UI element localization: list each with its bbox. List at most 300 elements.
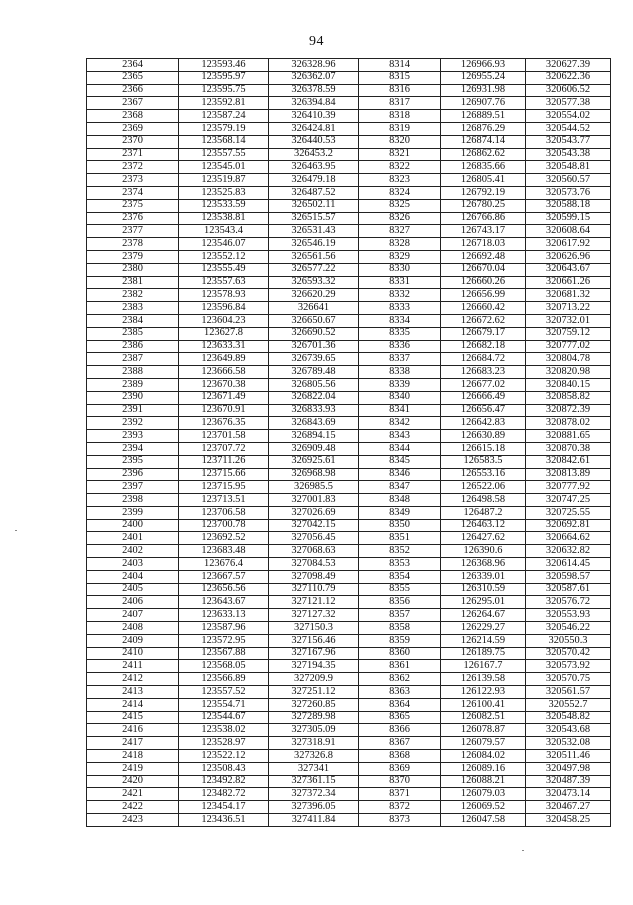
table-cell: 123454.17 [179, 801, 269, 814]
table-row [87, 660, 611, 673]
table-cell: 320643.67 [526, 263, 611, 276]
table-cell: 320543.77 [526, 135, 611, 148]
table-row [87, 110, 611, 123]
table-cell: 123482.72 [179, 788, 269, 801]
table-cell: 8365 [359, 711, 441, 724]
table-cell: 126966.93 [441, 59, 526, 72]
table-cell: 8338 [359, 366, 441, 379]
table-row [87, 250, 611, 263]
table-cell: 320626.96 [526, 250, 611, 263]
table-cell: 126082.51 [441, 711, 526, 724]
table-cell: 2375 [87, 199, 179, 212]
table-cell: 327121.12 [269, 596, 359, 609]
table-cell: 123649.89 [179, 353, 269, 366]
table-cell: 320840.15 [526, 378, 611, 391]
table-cell: 327341 [269, 762, 359, 775]
table-cell: 126427.62 [441, 532, 526, 545]
table-row [87, 417, 611, 430]
table-cell: 126683.23 [441, 366, 526, 379]
table-cell: 327326.8 [269, 750, 359, 763]
table-cell: 2367 [87, 97, 179, 110]
table-cell: 126805.41 [441, 174, 526, 187]
table-cell: 2414 [87, 698, 179, 711]
table-cell: 123557.52 [179, 686, 269, 699]
table-cell: 327127.32 [269, 609, 359, 622]
table-cell: 326410.39 [269, 110, 359, 123]
table-cell: 123552.12 [179, 250, 269, 263]
table-cell: 8364 [359, 698, 441, 711]
table-cell: 2382 [87, 289, 179, 302]
table-cell: 126522.06 [441, 481, 526, 494]
table-cell: 8360 [359, 647, 441, 660]
table-cell: 320661.26 [526, 276, 611, 289]
table-cell: 8343 [359, 430, 441, 443]
table-row [87, 724, 611, 737]
table-cell: 2393 [87, 430, 179, 443]
table-cell: 126615.18 [441, 442, 526, 455]
table-cell: 2395 [87, 455, 179, 468]
table-cell: 326641 [269, 302, 359, 315]
table-row [87, 174, 611, 187]
table-cell: 123522.12 [179, 750, 269, 763]
table-cell: 126390.6 [441, 545, 526, 558]
table-cell: 8354 [359, 570, 441, 583]
table-cell: 320458.25 [526, 814, 611, 827]
table-cell: 123554.71 [179, 698, 269, 711]
table-cell: 126310.59 [441, 583, 526, 596]
table-cell: 8325 [359, 199, 441, 212]
table-cell: 123715.95 [179, 481, 269, 494]
table-cell: 320587.61 [526, 583, 611, 596]
table-cell: 123568.05 [179, 660, 269, 673]
table-cell: 320692.81 [526, 519, 611, 532]
table-cell: 2411 [87, 660, 179, 673]
table-cell: 126368.96 [441, 558, 526, 571]
table-cell: 2370 [87, 135, 179, 148]
table-cell: 126780.25 [441, 199, 526, 212]
table-cell: 123567.88 [179, 647, 269, 660]
table-cell: 123543.4 [179, 225, 269, 238]
table-cell: 326378.59 [269, 84, 359, 97]
table-cell: 326362.07 [269, 71, 359, 84]
table-cell: 320881.65 [526, 430, 611, 443]
table-cell: 2379 [87, 250, 179, 263]
table-cell: 2397 [87, 481, 179, 494]
table-cell: 126089.16 [441, 762, 526, 775]
table-cell: 327084.53 [269, 558, 359, 571]
table-cell: 8352 [359, 545, 441, 558]
table-cell: 2371 [87, 148, 179, 161]
table-cell: 126862.62 [441, 148, 526, 161]
table-cell: 8320 [359, 135, 441, 148]
table-cell: 123533.59 [179, 199, 269, 212]
table-cell: 326985.5 [269, 481, 359, 494]
table-cell: 326822.04 [269, 391, 359, 404]
table-cell: 2417 [87, 737, 179, 750]
table-row [87, 698, 611, 711]
table-cell: 123593.46 [179, 59, 269, 72]
table-cell: 320664.62 [526, 532, 611, 545]
table-cell: 2389 [87, 378, 179, 391]
table-cell: 8358 [359, 622, 441, 635]
table-cell: 320820.98 [526, 366, 611, 379]
table-cell: 8349 [359, 506, 441, 519]
table-cell: 126583.5 [441, 455, 526, 468]
table-cell: 123578.93 [179, 289, 269, 302]
table-cell: 8317 [359, 97, 441, 110]
table-cell: 8371 [359, 788, 441, 801]
table-cell: 326650.67 [269, 314, 359, 327]
table-cell: 320681.32 [526, 289, 611, 302]
table-row [87, 378, 611, 391]
table-cell: 326968.98 [269, 468, 359, 481]
table-cell: 326577.22 [269, 263, 359, 276]
table-row [87, 570, 611, 583]
table-row [87, 545, 611, 558]
table-cell: 320632.82 [526, 545, 611, 558]
table-cell: 8331 [359, 276, 441, 289]
table-cell: 126084.02 [441, 750, 526, 763]
table-row [87, 481, 611, 494]
table-row [87, 225, 611, 238]
table-cell: 320813.89 [526, 468, 611, 481]
table-cell: 320573.76 [526, 186, 611, 199]
table-cell: 2406 [87, 596, 179, 609]
table-row [87, 634, 611, 647]
table-cell: 320608.64 [526, 225, 611, 238]
table-cell: 126167.7 [441, 660, 526, 673]
table-cell: 126498.58 [441, 494, 526, 507]
table-row [87, 750, 611, 763]
table-cell: 8332 [359, 289, 441, 302]
table-cell: 326487.52 [269, 186, 359, 199]
table-cell: 123633.13 [179, 609, 269, 622]
table-cell: 123544.67 [179, 711, 269, 724]
table-cell: 8323 [359, 174, 441, 187]
table-row [87, 199, 611, 212]
table-cell: 2384 [87, 314, 179, 327]
table-cell: 326690.52 [269, 327, 359, 340]
table-cell: 8346 [359, 468, 441, 481]
table-cell: 123715.66 [179, 468, 269, 481]
table-cell: 126079.03 [441, 788, 526, 801]
table-cell: 123633.31 [179, 340, 269, 353]
table-cell: 126078.87 [441, 724, 526, 737]
table-cell: 320713.22 [526, 302, 611, 315]
table-row [87, 186, 611, 199]
table-cell: 123587.24 [179, 110, 269, 123]
table-cell: 326894.15 [269, 430, 359, 443]
table-cell: 2419 [87, 762, 179, 775]
table-cell: 2385 [87, 327, 179, 340]
table-cell: 8372 [359, 801, 441, 814]
table-cell: 327098.49 [269, 570, 359, 583]
table-cell: 123546.07 [179, 238, 269, 251]
table-cell: 126684.72 [441, 353, 526, 366]
table-cell: 326531.43 [269, 225, 359, 238]
table-cell: 320511.46 [526, 750, 611, 763]
table-cell: 123436.51 [179, 814, 269, 827]
table-cell: 326328.96 [269, 59, 359, 72]
table-cell: 8350 [359, 519, 441, 532]
table-row [87, 814, 611, 827]
table-cell: 8361 [359, 660, 441, 673]
table-cell: 123604.23 [179, 314, 269, 327]
table-cell: 320570.42 [526, 647, 611, 660]
table-cell: 126139.58 [441, 673, 526, 686]
table-cell: 126766.86 [441, 212, 526, 225]
table-cell: 320532.08 [526, 737, 611, 750]
table-cell: 320870.38 [526, 442, 611, 455]
table-cell: 126679.17 [441, 327, 526, 340]
table-row [87, 583, 611, 596]
table-row [87, 775, 611, 788]
table-row [87, 468, 611, 481]
table-cell: 320878.02 [526, 417, 611, 430]
table-cell: 326739.65 [269, 353, 359, 366]
table-cell: 320473.14 [526, 788, 611, 801]
table-row [87, 314, 611, 327]
table-cell: 8359 [359, 634, 441, 647]
table-cell: 327396.05 [269, 801, 359, 814]
table-cell: 326701.36 [269, 340, 359, 353]
table-cell: 123676.35 [179, 417, 269, 430]
table-cell: 123596.84 [179, 302, 269, 315]
table-cell: 320550.3 [526, 634, 611, 647]
table-cell: 2399 [87, 506, 179, 519]
table-cell: 8315 [359, 71, 441, 84]
table-cell: 8351 [359, 532, 441, 545]
table-cell: 2398 [87, 494, 179, 507]
table-cell: 326909.48 [269, 442, 359, 455]
table-cell: 2396 [87, 468, 179, 481]
table-cell: 123587.96 [179, 622, 269, 635]
table-cell: 8316 [359, 84, 441, 97]
table-row [87, 340, 611, 353]
table-row [87, 442, 611, 455]
table-cell: 2377 [87, 225, 179, 238]
table-cell: 126955.24 [441, 71, 526, 84]
table-cell: 8328 [359, 238, 441, 251]
table-cell: 126122.93 [441, 686, 526, 699]
table-cell: 126889.51 [441, 110, 526, 123]
table-cell: 123555.49 [179, 263, 269, 276]
table-cell: 2388 [87, 366, 179, 379]
table-cell: 126835.66 [441, 161, 526, 174]
table-cell: 320858.82 [526, 391, 611, 404]
table-row [87, 801, 611, 814]
table-cell: 326805.56 [269, 378, 359, 391]
table-cell: 8330 [359, 263, 441, 276]
table-cell: 8326 [359, 212, 441, 225]
table-cell: 2374 [87, 186, 179, 199]
table-cell: 123545.01 [179, 161, 269, 174]
table-row [87, 161, 611, 174]
table-cell: 327260.85 [269, 698, 359, 711]
table-cell: 2410 [87, 647, 179, 660]
table-cell: 8344 [359, 442, 441, 455]
table-cell: 320467.27 [526, 801, 611, 814]
table-cell: 123572.95 [179, 634, 269, 647]
table-cell: 2381 [87, 276, 179, 289]
table-cell: 8333 [359, 302, 441, 315]
table-cell: 320759.12 [526, 327, 611, 340]
table-cell: 320561.57 [526, 686, 611, 699]
table-cell: 2408 [87, 622, 179, 635]
table-cell: 320543.68 [526, 724, 611, 737]
table-cell: 320725.55 [526, 506, 611, 519]
table-cell: 2366 [87, 84, 179, 97]
table-cell: 320606.52 [526, 84, 611, 97]
table-cell: 320487.39 [526, 775, 611, 788]
table-cell: 8335 [359, 327, 441, 340]
table-cell: 8314 [359, 59, 441, 72]
table-cell: 126047.58 [441, 814, 526, 827]
table-row [87, 238, 611, 251]
table-cell: 326925.61 [269, 455, 359, 468]
table-cell: 327289.98 [269, 711, 359, 724]
table-cell: 126792.19 [441, 186, 526, 199]
table-cell: 2391 [87, 404, 179, 417]
table-cell: 2421 [87, 788, 179, 801]
table-cell: 2409 [87, 634, 179, 647]
table-cell: 126189.75 [441, 647, 526, 660]
table-cell: 2402 [87, 545, 179, 558]
table-cell: 326453.2 [269, 148, 359, 161]
table-cell: 123592.81 [179, 97, 269, 110]
table-cell: 123595.75 [179, 84, 269, 97]
table-cell: 126666.49 [441, 391, 526, 404]
table-cell: 327068.63 [269, 545, 359, 558]
table-cell: 126295.01 [441, 596, 526, 609]
table-cell: 320747.25 [526, 494, 611, 507]
table-cell: 126656.47 [441, 404, 526, 417]
table-cell: 320497.98 [526, 762, 611, 775]
table-cell: 320842.61 [526, 455, 611, 468]
table-cell: 2420 [87, 775, 179, 788]
table-row [87, 263, 611, 276]
table-cell: 320548.81 [526, 161, 611, 174]
table-cell: 2387 [87, 353, 179, 366]
table-row [87, 647, 611, 660]
table-cell: 320622.36 [526, 71, 611, 84]
table-row [87, 353, 611, 366]
table-cell: 2401 [87, 532, 179, 545]
table-row [87, 289, 611, 302]
table-cell: 327372.34 [269, 788, 359, 801]
table-row [87, 366, 611, 379]
table-cell: 2390 [87, 391, 179, 404]
table-row [87, 506, 611, 519]
table-cell: 8342 [359, 417, 441, 430]
table-row [87, 391, 611, 404]
table-cell: 327042.15 [269, 519, 359, 532]
table-cell: 8370 [359, 775, 441, 788]
table-cell: 320543.38 [526, 148, 611, 161]
table-cell: 327156.46 [269, 634, 359, 647]
table-cell: 8348 [359, 494, 441, 507]
table-cell: 320599.15 [526, 212, 611, 225]
table-cell: 320617.92 [526, 238, 611, 251]
table-cell: 327150.3 [269, 622, 359, 635]
table-cell: 8339 [359, 378, 441, 391]
table-cell: 327318.91 [269, 737, 359, 750]
table-cell: 2405 [87, 583, 179, 596]
table-row [87, 404, 611, 417]
table-cell: 123683.48 [179, 545, 269, 558]
table-cell: 320560.57 [526, 174, 611, 187]
table-cell: 8336 [359, 340, 441, 353]
table-cell: 123667.57 [179, 570, 269, 583]
table-cell: 8337 [359, 353, 441, 366]
table-cell: 8369 [359, 762, 441, 775]
table-cell: 320804.78 [526, 353, 611, 366]
table-row [87, 762, 611, 775]
table-row [87, 609, 611, 622]
table-cell: 126088.21 [441, 775, 526, 788]
table-cell: 8327 [359, 225, 441, 238]
table-cell: 123670.91 [179, 404, 269, 417]
table-cell: 327056.45 [269, 532, 359, 545]
table-row [87, 686, 611, 699]
table-cell: 123666.58 [179, 366, 269, 379]
table-cell: 2418 [87, 750, 179, 763]
table-cell: 320554.02 [526, 110, 611, 123]
table-cell: 126079.57 [441, 737, 526, 750]
table-cell: 8373 [359, 814, 441, 827]
table-cell: 2364 [87, 59, 179, 72]
table-cell: 126682.18 [441, 340, 526, 353]
table-row [87, 135, 611, 148]
table-cell: 8367 [359, 737, 441, 750]
table-cell: 126339.01 [441, 570, 526, 583]
table-cell: 126718.03 [441, 238, 526, 251]
table-cell: 123528.97 [179, 737, 269, 750]
table-row [87, 430, 611, 443]
table-cell: 327251.12 [269, 686, 359, 699]
table-cell: 123643.67 [179, 596, 269, 609]
table-cell: 123676.4 [179, 558, 269, 571]
table-cell: 320544.52 [526, 122, 611, 135]
table-cell: 123713.51 [179, 494, 269, 507]
table-cell: 8340 [359, 391, 441, 404]
scan-speck [522, 850, 524, 851]
table-cell: 8321 [359, 148, 441, 161]
table-cell: 126743.17 [441, 225, 526, 238]
table-cell: 2365 [87, 71, 179, 84]
table-cell: 320553.93 [526, 609, 611, 622]
table-cell: 2376 [87, 212, 179, 225]
table-cell: 123579.19 [179, 122, 269, 135]
table-cell: 126487.2 [441, 506, 526, 519]
table-cell: 123701.58 [179, 430, 269, 443]
table-row [87, 558, 611, 571]
table-cell: 8329 [359, 250, 441, 263]
table-cell: 123492.82 [179, 775, 269, 788]
table-cell: 8362 [359, 673, 441, 686]
table-cell: 327305.09 [269, 724, 359, 737]
table-cell: 2373 [87, 174, 179, 187]
table-cell: 126670.04 [441, 263, 526, 276]
coordinates-table [86, 58, 611, 827]
table-cell: 320573.92 [526, 660, 611, 673]
table-cell: 326479.18 [269, 174, 359, 187]
table-cell: 326463.95 [269, 161, 359, 174]
table-cell: 123557.63 [179, 276, 269, 289]
table-cell: 8363 [359, 686, 441, 699]
table-cell: 320570.75 [526, 673, 611, 686]
table-cell: 2416 [87, 724, 179, 737]
